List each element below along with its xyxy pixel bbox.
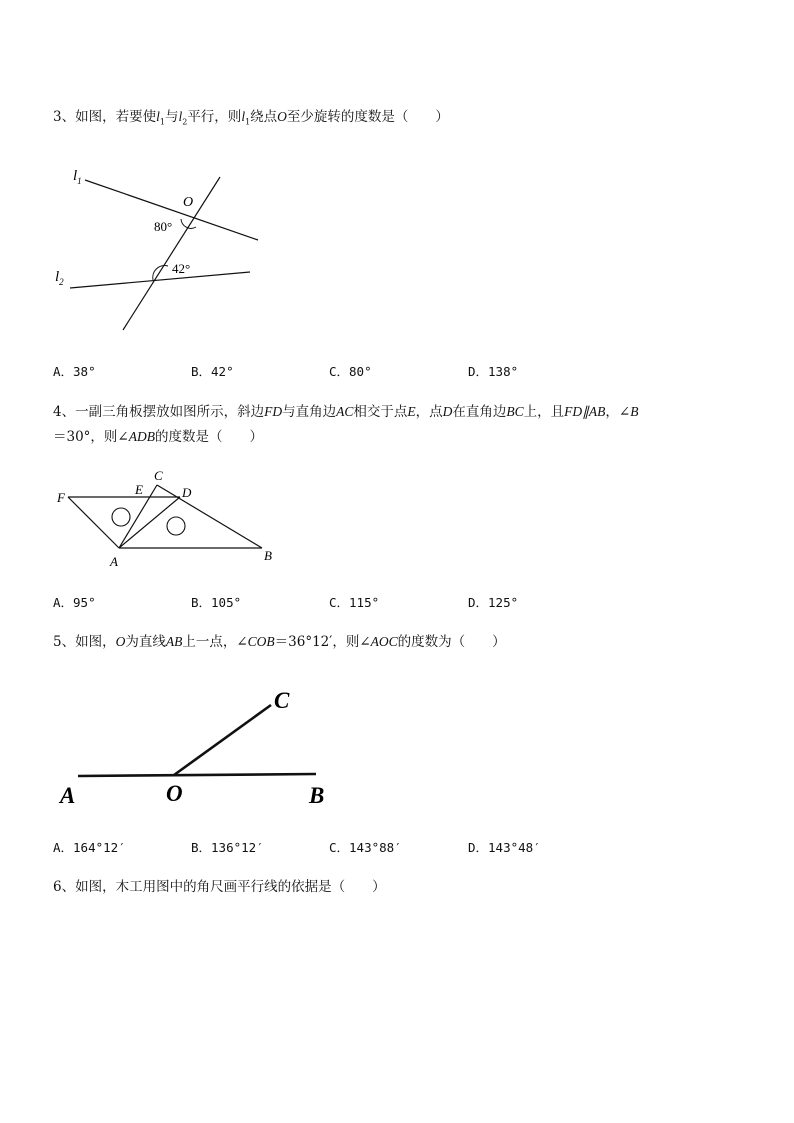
ray-oc <box>174 705 271 775</box>
label-c: C <box>274 688 290 713</box>
label-o: O <box>166 781 183 806</box>
label-e: E <box>135 482 143 497</box>
label-l2: $l_2$ <box>55 269 64 287</box>
option-d[interactable]: D．143°48′ <box>468 840 541 855</box>
label-f: F <box>57 490 65 505</box>
label-o: O <box>183 195 194 210</box>
angle-label-80: 80° <box>154 219 173 234</box>
option-d[interactable]: D．125° <box>468 595 519 610</box>
label-d: D <box>182 485 192 500</box>
option-c[interactable]: C．115° <box>329 595 380 610</box>
option-d[interactable]: D．138° <box>468 364 519 379</box>
label-b: B <box>309 783 325 808</box>
option-c[interactable]: C．143°88′ <box>329 840 402 855</box>
angle-label-42: 42° <box>172 261 191 276</box>
line-ab <box>78 774 316 776</box>
option-b[interactable]: B．42° <box>191 364 234 379</box>
label-c: C <box>154 468 163 483</box>
label-l1: $l_1$ <box>73 168 82 186</box>
option-a[interactable]: A．164°12′ <box>53 840 126 855</box>
option-a[interactable]: A．38° <box>53 364 96 379</box>
label-a: A <box>60 783 76 808</box>
question-4-text-line2: ＝30°，则∠ADB的度数是（ ） <box>53 429 263 445</box>
question-4-text-line1: 4、一副三角板摆放如图所示，斜边FD与直角边AC相交于点E，点D在直角边BC上，且FD∥AB，∠B <box>53 404 639 420</box>
option-a[interactable]: A．95° <box>53 595 96 610</box>
label-a: A <box>110 554 118 569</box>
label-b: B <box>264 548 272 563</box>
option-b[interactable]: B．136°12′ <box>191 840 264 855</box>
option-b[interactable]: B．105° <box>191 595 242 610</box>
question-3-text: 3、如图，若要使$l_1$与$l_2$平行，则$l_1$绕点O至少旋转的度数是（ ） <box>53 109 449 127</box>
option-c[interactable]: C．80° <box>329 364 372 379</box>
question-6-text: 6、如图，木工用图中的角尺画平行线的依据是（ ） <box>53 879 386 895</box>
question-5-text: 5、如图，O为直线AB上一点，∠COB＝36°12′，则∠AOC的度数为（ ） <box>53 634 506 650</box>
